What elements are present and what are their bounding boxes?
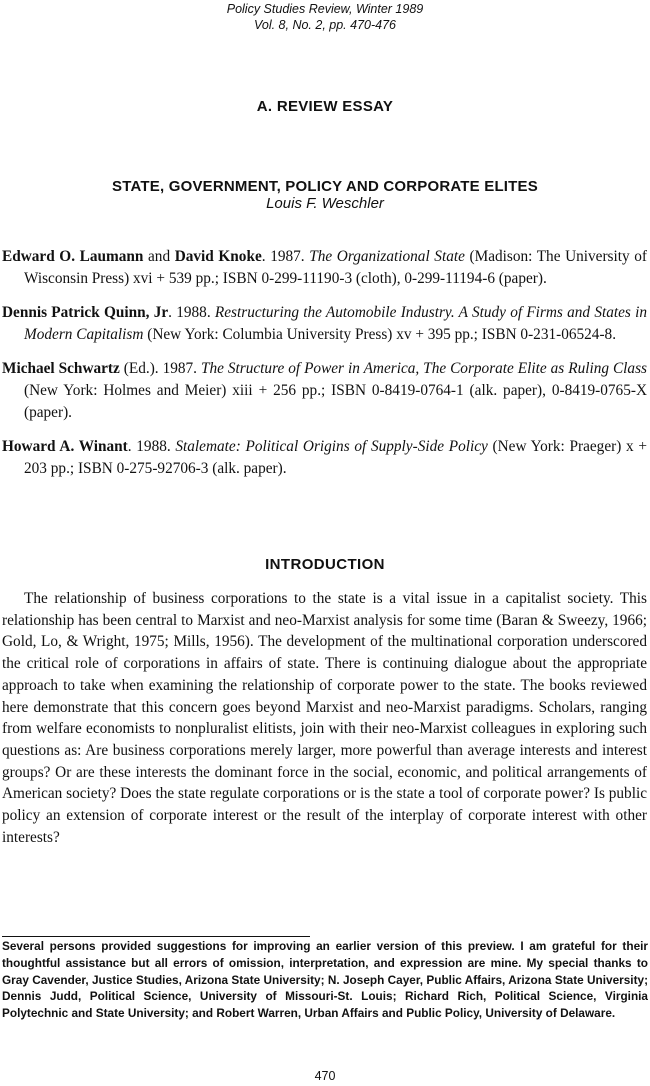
book-title: Stalemate: Political Origins of Supply-Side Policy [175,438,488,456]
book-title: The Structure of Power in America, The Corporate Elite as Ruling Class [200,360,647,378]
page-number: 470 [314,1069,336,1083]
book-details: (New York: Columbia University Press) xv + 395 pp.; ISBN 0-231-06524-8. [143,325,617,343]
acknowledgment-footnote: Several persons provided suggestions for improving an earlier version of this preview. I am grateful for their thoughtful assistance but all errors of omission, interpretation, and expression are mine. My special thanks to Gray Cavender, Justice Studies, Arizona State University; N. Joseph Cayer, Public Affairs, Arizona State University; Dennis Judd, Political Science, University of Missouri-St. Louis; Richard Rich, Political Science, Virginia Polytechnic and State University; and Robert Warren, Urban Affairs and Public Policy, University of Delaware. [2,939,648,1021]
book-year: . 1988. [127,438,176,456]
section-heading: A. REVIEW ESSAY [256,98,394,115]
journal-header [0,1,650,33]
footnote-rule [2,936,310,937]
book-title: Restructuring the Automobile Industry. A Study of Firms and States in Modern Capitalism [24,304,648,343]
book-connector: and [143,248,175,265]
book-year: . 1988. [168,304,215,322]
book-entry [2,302,647,345]
book-details: (New York: Holmes and Meier) xiii + 256 pp.; ISBN 0-8419-0764-1 (alk. paper), 0-8419-0765-X (paper). [24,381,647,421]
reviewed-books-list [2,246,647,492]
essay-author: Louis F. Weschler [266,195,384,212]
book-year: (Ed.). 1987. [119,360,201,378]
book-entry [2,358,647,423]
introduction-heading: INTRODUCTION [265,556,385,573]
book-entry [2,436,647,479]
book-entry [2,246,647,289]
book-details: (Madison: The University of Wisconsin Press) xvi + 539 pp.; ISBN 0-299-11190-3 (cloth), 0-299-11194-6 (paper). [24,248,648,287]
book-authors-second: David Knoke [174,248,262,265]
book-details: (New York: Praeger) x + 203 pp.; ISBN 0-275-92706-3 (alk. paper). [24,438,647,477]
book-authors: Edward O. Laumann [2,248,144,265]
journal-volume: Vol. 8, No. 2, pp. 470-476 [254,18,396,32]
journal-citation: Policy Studies Review, Winter 1989 [226,2,424,16]
book-year: . 1987. [261,248,310,265]
book-authors: Howard A. Winant [2,438,128,456]
introduction-paragraph: The relationship of business corporations to the state is a vital issue in a capitalist society. This relationship has been central to Marxist and neo-Marxist analysis for some time (Baran & Sweezy, 1966; Gold, Lo, & Wright, 1975; Mills, 1956). The development of the multinational corporation underscored the critical role of corporations in affairs of state. There is continuing dialogue about the appropriate approach to take when examining the relationship of corporate power to the state. The books reviewed here demonstrate that this concern goes beyond Marxist and neo-Marxist paradigms. Scholars, ranging from welfare economists to nonpluralist elitists, join with their neo-Marxist colleagues in exploring such questions as: Are business corporations merely larger, more powerful than average interests and interest groups? Or are these interests the dominant force in the social, economic, and political arrangements of American society? Does the state regulate corporations or is the state a tool of corporate power? Is public policy an extension of corporate interest or the result of the interplay of corporate interest with other interests? [2,590,647,846]
essay-title: STATE, GOVERNMENT, POLICY AND CORPORATE ELITES [112,178,538,195]
book-authors: Michael Schwartz [2,360,120,378]
book-authors: Dennis Patrick Quinn, Jr [2,304,169,322]
book-title: The Organizational State [309,248,465,265]
